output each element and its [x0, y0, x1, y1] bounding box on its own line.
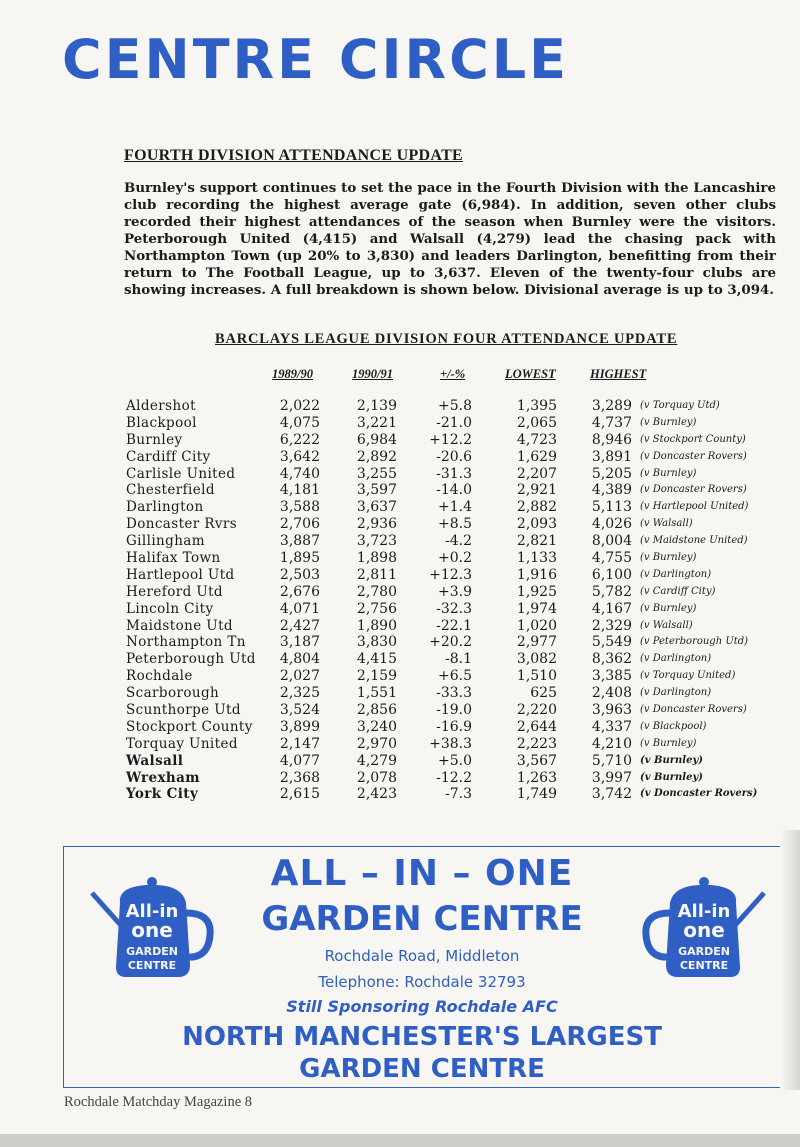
advert-telephone: Telephone: Rochdale 32793	[318, 973, 526, 991]
table-row	[0, 736, 800, 753]
change-percent-cell: +3.9	[438, 583, 472, 600]
logo-text-all-in: All-in	[125, 901, 179, 922]
garden-centre-advert	[63, 846, 781, 1088]
club-name-cell: Cardiff City	[126, 448, 211, 465]
attendance-1990-91-cell: 2,423	[356, 786, 397, 803]
highest-opponent-cell: (v Stockport County)	[640, 433, 746, 445]
attendance-1989-90-cell: 2,615	[279, 786, 320, 803]
highest-attendance-cell: 3,289	[591, 398, 632, 414]
attendance-1989-90-cell: 2,706	[279, 516, 320, 533]
attendance-1989-90-cell: 4,181	[279, 482, 320, 499]
attendance-1990-91-cell: 3,255	[356, 465, 397, 482]
logo-text-garden: GARDEN	[678, 945, 730, 958]
highest-attendance-cell: 8,362	[591, 651, 632, 668]
attendance-1989-90-cell: 4,077	[279, 752, 320, 769]
attendance-1989-90-cell: 2,325	[279, 685, 320, 702]
highest-attendance-cell: 3,742	[591, 786, 632, 803]
attendance-1989-90-cell: 3,642	[279, 448, 320, 465]
lowest-attendance-cell: 1,974	[516, 600, 557, 617]
attendance-1990-91-cell: 3,221	[356, 414, 397, 431]
logo-text-all-in: All-in	[677, 901, 731, 922]
change-percent-cell: +20.2	[429, 634, 472, 651]
change-percent-cell: -7.3	[445, 786, 472, 803]
lowest-attendance-cell: 625	[530, 685, 557, 702]
logo-text-centre: CENTRE	[127, 959, 177, 972]
attendance-1989-90-cell: 3,887	[279, 533, 320, 550]
table-row	[0, 770, 800, 787]
highest-attendance-cell: 4,337	[591, 718, 632, 735]
lowest-attendance-cell: 2,220	[516, 702, 557, 719]
advert-address: Rochdale Road, Middleton	[324, 947, 520, 965]
club-name-cell: Rochdale	[126, 668, 193, 685]
club-name-cell: York City	[126, 786, 199, 803]
change-percent-cell: -16.9	[436, 718, 472, 735]
highest-attendance-cell: 2,408	[591, 685, 632, 702]
attendance-table	[0, 398, 800, 803]
table-row	[0, 786, 800, 803]
highest-opponent-cell: (v Cardiff City)	[640, 585, 716, 597]
highest-opponent-cell: (v Walsall)	[640, 518, 693, 530]
attendance-1990-91-cell: 2,936	[356, 516, 397, 533]
highest-attendance-cell: 2,329	[591, 617, 632, 634]
attendance-1989-90-cell: 4,075	[279, 414, 320, 431]
highest-opponent-cell: (v Burnley)	[640, 737, 697, 749]
attendance-1989-90-cell: 2,676	[279, 583, 320, 600]
lowest-attendance-cell: 2,921	[516, 482, 557, 499]
highest-attendance-cell: 4,210	[591, 735, 632, 752]
highest-opponent-cell: (v Darlington)	[640, 687, 712, 699]
logo-text-centre: CENTRE	[679, 959, 729, 972]
table-row	[0, 567, 800, 584]
logo-text-one: one	[683, 918, 725, 942]
highest-opponent-cell: (v Torquay Utd)	[640, 400, 720, 411]
masthead-title: CENTRE CIRCLE	[62, 28, 570, 91]
highest-attendance-cell: 3,891	[591, 448, 632, 465]
attendance-1989-90-cell: 4,071	[279, 600, 320, 617]
table-row	[0, 482, 800, 499]
column-header-change: +/-%	[440, 367, 466, 381]
attendance-1989-90-cell: 2,503	[279, 566, 320, 583]
change-percent-cell: +5.0	[438, 752, 472, 769]
change-percent-cell: +38.3	[429, 735, 472, 752]
attendance-1989-90-cell: 3,524	[279, 702, 320, 719]
highest-attendance-cell: 4,167	[591, 600, 632, 617]
highest-opponent-cell: (v Hartlepool United)	[640, 501, 749, 513]
change-percent-cell: +6.5	[438, 668, 472, 685]
highest-opponent-cell: (v Burnley)	[640, 416, 697, 428]
table-row	[0, 533, 800, 550]
attendance-1990-91-cell: 2,780	[356, 583, 397, 600]
attendance-1990-91-cell: 2,892	[356, 448, 397, 465]
change-percent-cell: -14.0	[436, 482, 472, 499]
column-header-1989-90: 1989/90	[272, 367, 313, 381]
attendance-1989-90-cell: 4,804	[279, 651, 320, 668]
page-edge-shadow	[780, 830, 800, 1090]
lowest-attendance-cell: 2,644	[516, 718, 557, 735]
club-name-cell: Walsall	[126, 752, 184, 769]
table-row	[0, 449, 800, 466]
advert-tagline-1: NORTH MANCHESTER'S LARGEST	[182, 1022, 662, 1052]
table-row	[0, 398, 800, 415]
highest-opponent-cell: (v Burnley)	[640, 754, 703, 766]
highest-opponent-cell: (v Doncaster Rovers)	[640, 484, 747, 496]
club-name-cell: Torquay United	[126, 735, 238, 752]
highest-attendance-cell: 8,946	[591, 431, 632, 448]
highest-attendance-cell: 8,004	[591, 533, 632, 550]
table-row	[0, 499, 800, 516]
attendance-1990-91-cell: 3,240	[356, 718, 397, 735]
lowest-attendance-cell: 4,723	[516, 431, 557, 448]
table-row	[0, 702, 800, 719]
change-percent-cell: +0.2	[438, 550, 472, 567]
attendance-1989-90-cell: 2,427	[279, 617, 320, 634]
table-row	[0, 668, 800, 685]
table-row	[0, 719, 800, 736]
attendance-1990-91-cell: 1,898	[356, 550, 397, 567]
table-row	[0, 601, 800, 618]
change-percent-cell: -19.0	[436, 702, 472, 719]
highest-opponent-cell: (v Burnley)	[640, 552, 697, 564]
club-name-cell: Blackpool	[126, 414, 197, 431]
column-header-lowest: LOWEST	[505, 367, 556, 381]
club-name-cell: Scunthorpe Utd	[126, 702, 241, 719]
column-header-highest: HIGHEST	[590, 367, 647, 381]
lowest-attendance-cell: 1,510	[516, 668, 557, 685]
lowest-attendance-cell: 1,395	[516, 398, 557, 414]
change-percent-cell: +8.5	[438, 516, 472, 533]
table-row	[0, 516, 800, 533]
table-row	[0, 415, 800, 432]
advert-tagline-2: GARDEN CENTRE	[299, 1054, 545, 1084]
lowest-attendance-cell: 3,567	[516, 752, 557, 769]
table-row	[0, 550, 800, 567]
attendance-1990-91-cell: 2,811	[356, 566, 397, 583]
attendance-1990-91-cell: 2,159	[356, 668, 397, 685]
highest-attendance-cell: 5,205	[591, 465, 632, 482]
club-name-cell: Halifax Town	[126, 550, 221, 567]
change-percent-cell: -31.3	[436, 465, 472, 482]
attendance-1989-90-cell: 2,147	[279, 735, 320, 752]
highest-attendance-cell: 4,737	[591, 414, 632, 431]
change-percent-cell: +5.8	[438, 398, 472, 414]
highest-attendance-cell: 5,113	[591, 499, 632, 516]
intro-paragraph: Burnley's support continues to set the pace in the Fourth Division with the Lancashire club recording the highest average gate (6,984). In addition, seven other clubs recorded their highest attendances of the season when Burnley were the visitors. Peterborough United (4,415) and Walsall (4,279) lead the chasing pack with Northampton Town (up 20% to 3,830) and leaders Darlington, benefitting from their return to The Football League, up to 3,637. Eleven of the twenty-four clubs are showing increases. A full breakdown is shown below. Divisional average is up to 3,094.	[124, 180, 776, 298]
attendance-1990-91-cell: 2,139	[356, 398, 397, 414]
table-row	[0, 432, 800, 449]
table-row	[0, 634, 800, 651]
attendance-1989-90-cell: 2,027	[279, 668, 320, 685]
highest-opponent-cell: (v Maidstone United)	[640, 535, 748, 547]
club-name-cell: Doncaster Rvrs	[126, 516, 238, 533]
lowest-attendance-cell: 2,821	[516, 533, 557, 550]
lowest-attendance-cell: 1,263	[516, 769, 557, 786]
highest-opponent-cell: (v Doncaster Rovers)	[640, 450, 747, 462]
club-name-cell: Peterborough Utd	[126, 651, 256, 668]
change-percent-cell: +12.3	[429, 566, 472, 583]
highest-attendance-cell: 3,963	[591, 702, 632, 719]
lowest-attendance-cell: 1,749	[516, 786, 557, 803]
highest-opponent-cell: (v Walsall)	[640, 619, 693, 631]
column-header-1990-91: 1990/91	[352, 367, 393, 381]
highest-opponent-cell: (v Burnley)	[640, 771, 703, 783]
club-name-cell: Lincoln City	[126, 600, 214, 617]
table-row	[0, 651, 800, 668]
lowest-attendance-cell: 1,916	[516, 566, 557, 583]
advert-subheadline: GARDEN CENTRE	[261, 899, 583, 939]
attendance-1990-91-cell: 1,890	[356, 617, 397, 634]
attendance-1990-91-cell: 6,984	[356, 431, 397, 448]
club-name-cell: Aldershot	[126, 398, 196, 414]
logo-text-garden: GARDEN	[126, 945, 178, 958]
advert-headline: ALL – IN – ONE	[270, 853, 574, 894]
attendance-1990-91-cell: 1,551	[356, 685, 397, 702]
club-name-cell: Burnley	[126, 431, 183, 448]
table-row	[0, 584, 800, 601]
change-percent-cell: -4.2	[445, 533, 472, 550]
table-row	[0, 466, 800, 483]
change-percent-cell: -32.3	[436, 600, 472, 617]
highest-opponent-cell: (v Darlington)	[640, 568, 712, 580]
table-title: BARCLAYS LEAGUE DIVISION FOUR ATTENDANCE UPDATE	[215, 331, 678, 347]
highest-opponent-cell: (v Darlington)	[640, 653, 712, 665]
club-name-cell: Northampton Tn	[126, 634, 246, 651]
lowest-attendance-cell: 2,065	[516, 414, 557, 431]
attendance-1990-91-cell: 4,279	[356, 752, 397, 769]
lowest-attendance-cell: 1,020	[516, 617, 557, 634]
club-name-cell: Hereford Utd	[126, 583, 223, 600]
attendance-1990-91-cell: 3,637	[356, 499, 397, 516]
highest-opponent-cell: (v Burnley)	[640, 602, 697, 614]
highest-attendance-cell: 4,389	[591, 482, 632, 499]
lowest-attendance-cell: 1,925	[516, 583, 557, 600]
club-name-cell: Maidstone Utd	[126, 617, 233, 634]
lowest-attendance-cell: 1,629	[516, 448, 557, 465]
highest-opponent-cell: (v Doncaster Rovers)	[640, 788, 758, 800]
attendance-1990-91-cell: 3,597	[356, 482, 397, 499]
change-percent-cell: +1.4	[438, 499, 472, 516]
highest-attendance-cell: 5,710	[591, 752, 632, 769]
highest-attendance-cell: 5,549	[591, 634, 632, 651]
attendance-1990-91-cell: 3,723	[356, 533, 397, 550]
attendance-1990-91-cell: 2,756	[356, 600, 397, 617]
highest-attendance-cell: 6,100	[591, 566, 632, 583]
change-percent-cell: -33.3	[436, 685, 472, 702]
club-name-cell: Chesterfield	[126, 482, 215, 499]
highest-opponent-cell: (v Doncaster Rovers)	[640, 704, 747, 716]
attendance-1989-90-cell: 3,187	[279, 634, 320, 651]
highest-opponent-cell: (v Peterborough Utd)	[640, 636, 749, 648]
attendance-1990-91-cell: 2,856	[356, 702, 397, 719]
lowest-attendance-cell: 2,977	[516, 634, 557, 651]
change-percent-cell: -20.6	[436, 448, 472, 465]
lowest-attendance-cell: 3,082	[516, 651, 557, 668]
table-row	[0, 618, 800, 635]
change-percent-cell: +12.2	[429, 431, 472, 448]
club-name-cell: Carlisle United	[126, 465, 236, 482]
club-name-cell: Hartlepool Utd	[126, 566, 235, 583]
attendance-1989-90-cell: 3,899	[279, 718, 320, 735]
lowest-attendance-cell: 2,207	[516, 465, 557, 482]
change-percent-cell: -21.0	[436, 414, 472, 431]
attendance-1989-90-cell: 3,588	[279, 499, 320, 516]
highest-opponent-cell: (v Blackpool)	[640, 720, 707, 732]
lowest-attendance-cell: 2,223	[516, 735, 557, 752]
club-name-cell: Scarborough	[126, 685, 220, 702]
club-name-cell: Darlington	[126, 499, 204, 516]
table-row	[0, 753, 800, 770]
attendance-1990-91-cell: 2,970	[356, 735, 397, 752]
club-name-cell: Stockport County	[126, 718, 253, 735]
page-bottom-edge	[0, 1134, 800, 1147]
change-percent-cell: -22.1	[436, 617, 472, 634]
table-row	[0, 685, 800, 702]
lowest-attendance-cell: 2,093	[516, 516, 557, 533]
club-name-cell: Wrexham	[126, 769, 200, 786]
advert-sponsor-line: Still Sponsoring Rochdale AFC	[286, 997, 558, 1016]
section-title: FOURTH DIVISION ATTENDANCE UPDATE	[124, 147, 464, 164]
highest-attendance-cell: 3,385	[591, 668, 632, 685]
highest-attendance-cell: 4,026	[591, 516, 632, 533]
attendance-1989-90-cell: 6,222	[279, 431, 320, 448]
logo-text-one: one	[131, 918, 173, 942]
highest-opponent-cell: (v Torquay United)	[640, 670, 736, 682]
lowest-attendance-cell: 2,882	[516, 499, 557, 516]
attendance-1989-90-cell: 2,368	[279, 769, 320, 786]
lowest-attendance-cell: 1,133	[516, 550, 557, 567]
highest-attendance-cell: 4,755	[591, 550, 632, 567]
change-percent-cell: -12.2	[436, 769, 472, 786]
highest-attendance-cell: 3,997	[591, 769, 632, 786]
highest-attendance-cell: 5,782	[591, 583, 632, 600]
attendance-1990-91-cell: 3,830	[356, 634, 397, 651]
club-name-cell: Gillingham	[126, 533, 205, 550]
attendance-1990-91-cell: 2,078	[356, 769, 397, 786]
change-percent-cell: -8.1	[445, 651, 472, 668]
attendance-1990-91-cell: 4,415	[356, 651, 397, 668]
attendance-1989-90-cell: 4,740	[279, 465, 320, 482]
attendance-1989-90-cell: 2,022	[279, 398, 320, 414]
attendance-1989-90-cell: 1,895	[279, 550, 320, 567]
page-footer: Rochdale Matchday Magazine 8	[64, 1094, 253, 1110]
highest-opponent-cell: (v Burnley)	[640, 467, 697, 479]
